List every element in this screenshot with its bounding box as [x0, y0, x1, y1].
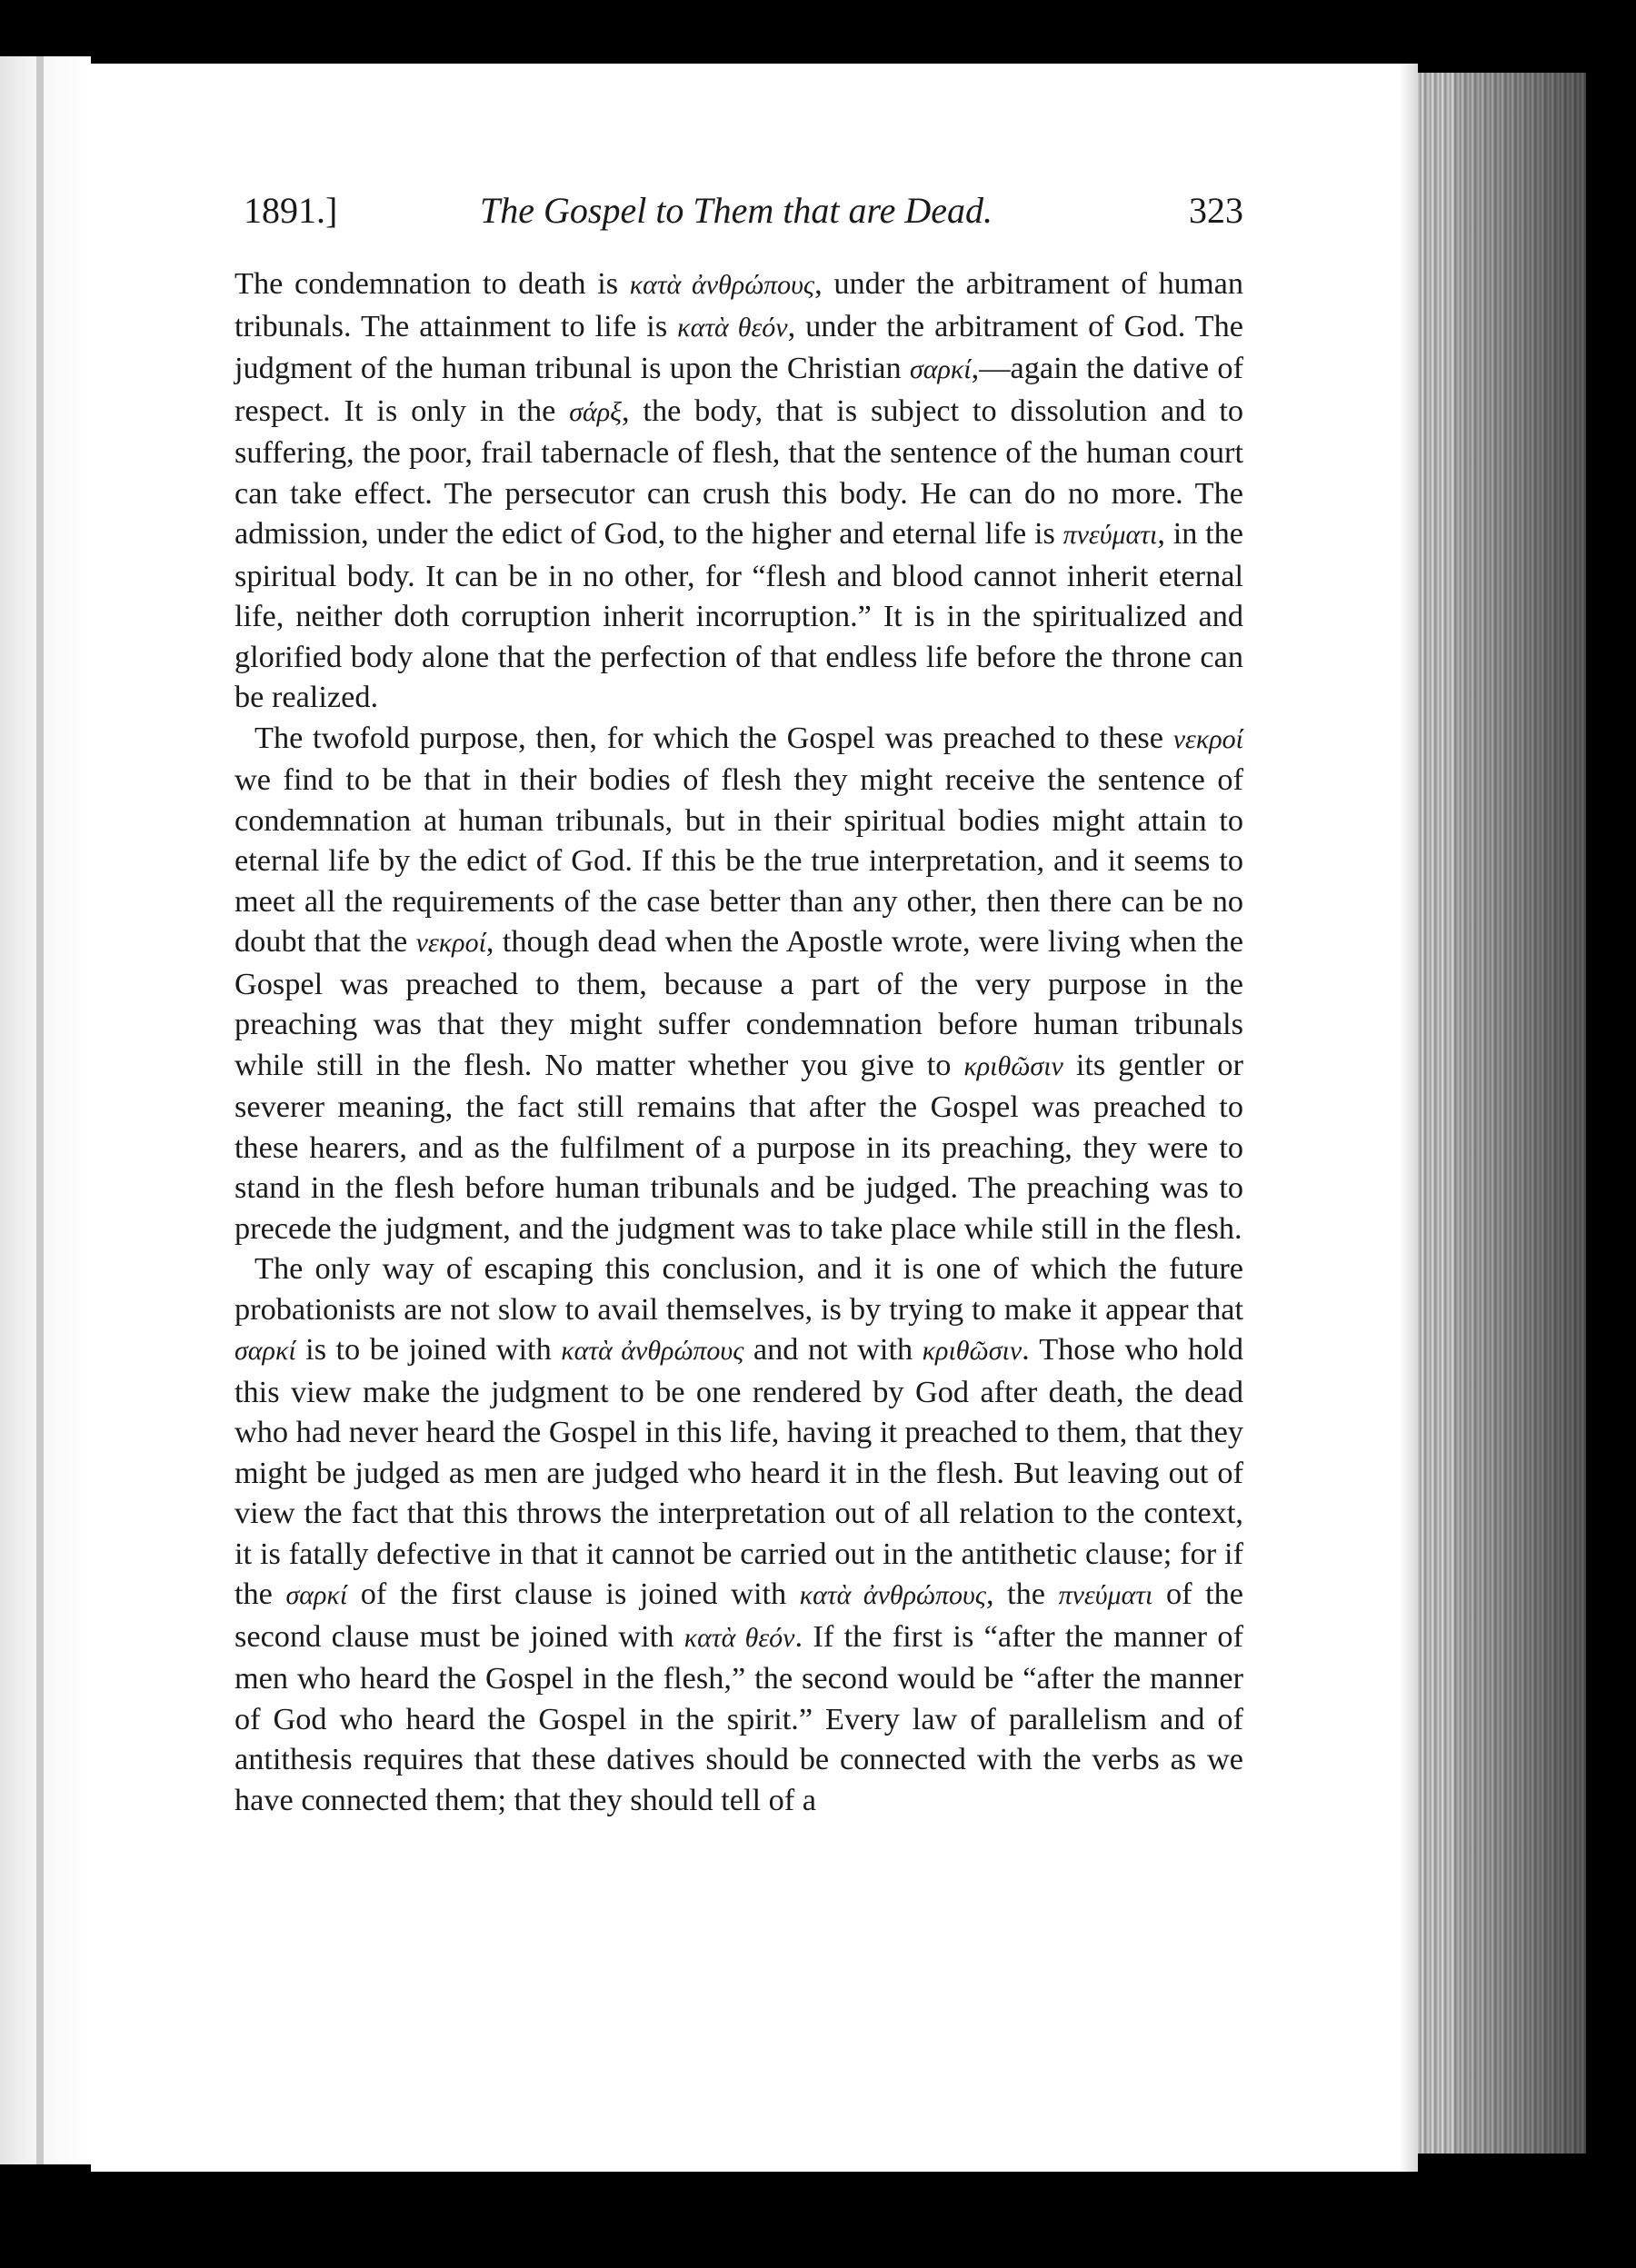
running-head-title: The Gospel to Them that are Dead.	[480, 190, 993, 231]
book-fore-edge-shadow	[1454, 73, 1586, 2154]
greek-term: σάρξ	[569, 396, 622, 427]
greek-term: κριθῶσιν	[922, 1336, 1022, 1366]
text-run: , the	[985, 1577, 1059, 1611]
running-head	[244, 189, 1243, 244]
left-page-shadow	[36, 56, 44, 2164]
text-run: The twofold purpose, then, for which the Gospel was preached to these	[254, 720, 1173, 755]
paragraph-1	[234, 264, 1243, 718]
body-text	[234, 264, 1243, 1820]
greek-term: νεκροί	[415, 928, 486, 958]
paragraph-3	[234, 1248, 1243, 1820]
text-run: ,—again the dative of respect. It is only in the	[234, 351, 1244, 428]
text-run: , under the arbitrament of human tribunals. The attainment to life is	[234, 266, 1243, 343]
text-run: , though dead when the Apostle wrote, were living when the Gospel was preached to them, because a part of the very purpose in the preaching was that they might suffer condemnation before human tribunals while still in the flesh. No matter whether you give to	[234, 924, 1243, 1082]
text-run: is to be joined with	[295, 1332, 562, 1367]
text-run: , the body, that is subject to dissolution and to suffering, the poor, frail tabernacle of flesh, that the sentence of the human court can take effect. The persecutor can crush this body. He can do no more. The admission, under the edict of God, to the higher and eternal life is	[234, 393, 1243, 551]
greek-term: νεκροί	[1172, 723, 1243, 754]
page-number: 323	[1189, 190, 1243, 231]
text-run: its gentler or severer meaning, the fact still remains that after the Gospel was preached to these hearers, and as the fulfilment of a purpose in its preaching, they were to stand in the flesh before human tribunals and be judged. The preaching was to precede the judgment, and the judgment was to take place while still in the flesh.	[234, 1047, 1243, 1246]
text-run: , under the arbitrament of God. The judgment of the human tribunal is upon the Christian	[234, 308, 1243, 385]
greek-term: κατὰ ἀνθρώπους	[561, 1336, 744, 1366]
text-run: The only way of escaping this conclusion, and it is one of which the future probationists are not slow to avail themselves, is by trying to make it appear that	[234, 1251, 1243, 1327]
greek-term: κριθῶσιν	[963, 1050, 1063, 1081]
page-edge-shade	[1400, 64, 1418, 2172]
greek-term: σαρκί	[285, 1580, 348, 1610]
greek-term: κατὰ θεόν	[677, 312, 788, 343]
greek-term: κατὰ ἀνθρώπους	[629, 270, 815, 300]
text-run: . Those who hold this view make the judgment to be one rendered by God after death, the dead who had never heard the Gospel in this life, having it preached to them, that they might be judged as men are judged who heard it in the flesh. But leaving out of view the fact that this throws the interpretation out of all relation to the context, it is fatally defective in that it cannot be carried out in the antithetic clause; for if the	[234, 1332, 1244, 1611]
text-run: of the second clause must be joined with	[234, 1577, 1244, 1654]
text-run: and not with	[743, 1332, 923, 1367]
text-run: The condemnation to death is	[234, 266, 630, 301]
left-page-edge	[0, 56, 91, 2164]
greek-term: πνεύματι	[1058, 1580, 1153, 1610]
greek-term: κατὰ ἀνθρώπους	[799, 1580, 986, 1610]
text-run: of the first clause is joined with	[347, 1577, 800, 1611]
text-run: we find to be that in their bodies of flesh they might receive the sentence of condemnation at human tribunals, but in their spiritual bodies might attain to eternal life by the edict of God. If this be the true interpretation, and it seems to meet all the requirements of the case better than any other, then there can be no doubt that the	[234, 762, 1243, 959]
text-run: . If the first is “after the manner of men who heard the Gospel in the flesh,” the second would be “after the manner of God who heard the Gospel in the spirit.” Every law of parallelism and of antithesis requires that these datives should be connected with the verbs as we have connected them; that they should tell of a	[234, 1618, 1243, 1817]
running-head-year: 1891.]	[244, 190, 338, 231]
paragraph-2	[234, 718, 1243, 1249]
greek-term: σαρκί	[909, 354, 972, 384]
greek-term: σαρκί	[234, 1336, 296, 1366]
text-run: , in the spiritual body. It can be in no other, for “flesh and blood cannot inherit eternal life, neither doth corruption inherit incorruption.” It is in the spiritualized and glorified body alone that the perfection of that endless life before the throne can be realized.	[234, 516, 1243, 714]
greek-term: κατὰ θεόν	[683, 1622, 795, 1653]
greek-term: πνεύματι	[1062, 520, 1158, 550]
